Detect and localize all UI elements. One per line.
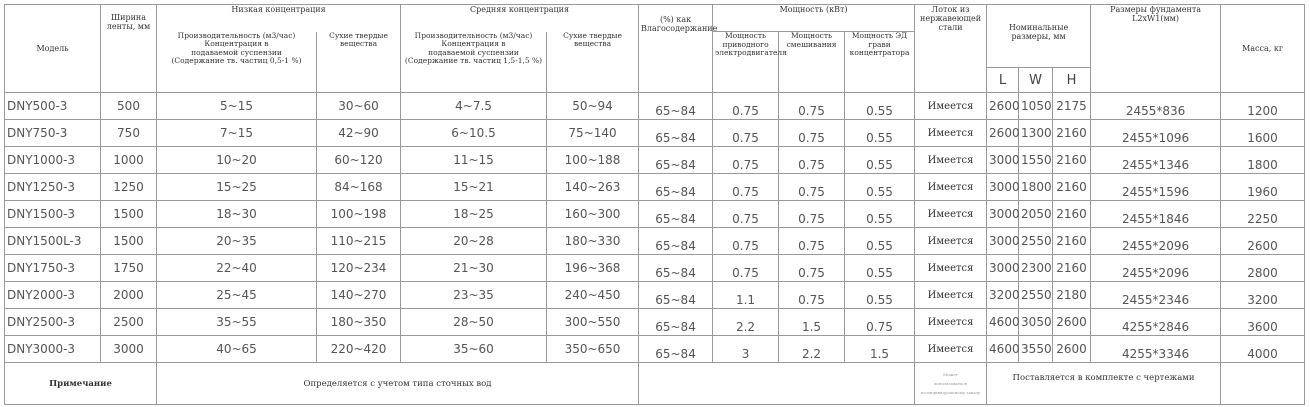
cell-power-drive: 0.75 [713,228,779,255]
header-steel-tray: Лоток из нержавеющей стали [915,5,987,93]
cell-h: 2175 [1053,93,1091,120]
cell-mid-dry: 160~300 [547,201,639,228]
cell-mid-dry: 300~550 [547,309,639,336]
cell-width: 1250 [101,174,157,201]
order-note-line-3: по индивидуальному заказу [920,390,981,395]
cell-mass: 2600 [1221,228,1305,255]
cell-foundation: 2455*1596 [1091,174,1221,201]
cell-mid-capacity: 28~50 [401,309,547,336]
table-row [5,309,1305,336]
cell-width: 3000 [101,336,157,363]
header-model: Модель [5,5,101,93]
cell-model: DNY3000-3 [5,336,101,363]
spec-table [4,4,1305,405]
cell-low-dry: 30~60 [317,93,401,120]
cell-power-thick: 0.55 [845,174,915,201]
cell-power-mix: 0.75 [779,147,845,174]
cell-w: 3050 [1019,309,1053,336]
cell-model: DNY750-3 [5,120,101,147]
cell-width: 1500 [101,228,157,255]
cell-power-drive: 0.75 [713,120,779,147]
cell-mass: 2250 [1221,201,1305,228]
cell-w: 2050 [1019,201,1053,228]
cell-low-dry: 84~168 [317,174,401,201]
cell-low-dry: 120~234 [317,255,401,282]
cell-mid-dry: 100~188 [547,147,639,174]
cell-tray: Имеется [915,282,987,309]
header-power-drive: Мощность приводного электродвигателя [713,32,779,93]
cell-h: 2160 [1053,228,1091,255]
cell-moisture: 65~84 [639,120,713,147]
cell-low-capacity: 18~30 [157,201,317,228]
footer-empty-cell [639,363,915,405]
cell-power-thick: 0.55 [845,228,915,255]
cell-mid-dry: 196~368 [547,255,639,282]
cell-power-drive: 0.75 [713,174,779,201]
cell-tray: Имеется [915,147,987,174]
cell-width: 750 [101,120,157,147]
cell-power-mix: 0.75 [779,228,845,255]
header-power-mixing: Мощность смешивания [779,32,845,93]
cell-w: 2550 [1019,228,1053,255]
table-row [5,120,1305,147]
cell-mid-dry: 180~330 [547,228,639,255]
header-mass: Масса, кг [1221,5,1305,93]
cell-low-dry: 100~198 [317,201,401,228]
cell-mid-capacity: 23~35 [401,282,547,309]
cell-tray: Имеется [915,174,987,201]
cell-tray: Имеется [915,120,987,147]
cell-low-dry: 140~270 [317,282,401,309]
cell-tray: Имеется [915,309,987,336]
cell-mass: 1800 [1221,147,1305,174]
cell-power-thick: 0.75 [845,309,915,336]
header-dimensions: Номинальные размеры, мм [987,5,1091,68]
header-power: Мощность (кВт) [713,5,915,32]
cell-foundation: 2455*2096 [1091,228,1221,255]
cell-mid-capacity: 15~21 [401,174,547,201]
cell-mid-dry: 75~140 [547,120,639,147]
cell-power-mix: 0.75 [779,201,845,228]
cell-w: 3550 [1019,336,1053,363]
cell-low-dry: 42~90 [317,120,401,147]
header-dim-h: H [1053,68,1091,93]
cell-h: 2160 [1053,174,1091,201]
cell-power-thick: 0.55 [845,120,915,147]
cell-mass: 1960 [1221,174,1305,201]
cell-power-thick: 0.55 [845,255,915,282]
cell-power-drive: 2.2 [713,309,779,336]
cell-power-drive: 0.75 [713,201,779,228]
footer-row [5,363,1305,405]
cell-mid-dry: 240~450 [547,282,639,309]
cell-moisture: 65~84 [639,309,713,336]
cell-mass: 2800 [1221,255,1305,282]
cell-power-drive: 3 [713,336,779,363]
supply-note: Поставляется в комплекте с чертежами [987,363,1221,405]
cell-l: 4600 [987,336,1019,363]
table-row [5,201,1305,228]
header-moisture: (%) как Влагосодержание [639,5,713,93]
cell-width: 1750 [101,255,157,282]
cell-model: DNY1500L-3 [5,228,101,255]
cell-mass: 4000 [1221,336,1305,363]
cell-moisture: 65~84 [639,255,713,282]
cell-mid-dry: 50~94 [547,93,639,120]
cell-foundation: 4255*2846 [1091,309,1221,336]
order-note-line-2: использоваться [934,381,968,386]
cell-w: 1050 [1019,93,1053,120]
header-mid-concentration: Средняя концентрация [401,5,639,32]
cell-mid-capacity: 20~28 [401,228,547,255]
order-note [915,363,987,405]
table-row [5,336,1305,363]
cell-power-thick: 0.55 [845,201,915,228]
cell-power-mix: 0.75 [779,282,845,309]
table-row [5,255,1305,282]
cell-h: 2160 [1053,255,1091,282]
cell-model: DNY2500-3 [5,309,101,336]
cell-power-drive: 1.1 [713,282,779,309]
cell-power-drive: 0.75 [713,255,779,282]
cell-low-capacity: 40~65 [157,336,317,363]
cell-mass: 1600 [1221,120,1305,147]
cell-power-mix: 0.75 [779,174,845,201]
cell-h: 2180 [1053,282,1091,309]
header-row-1 [5,5,1305,32]
cell-tray: Имеется [915,201,987,228]
cell-power-drive: 0.75 [713,93,779,120]
cell-low-dry: 60~120 [317,147,401,174]
cell-low-dry: 110~215 [317,228,401,255]
cell-width: 1000 [101,147,157,174]
cell-low-capacity: 10~20 [157,147,317,174]
header-mid-capacity: Производительность (м3/час) Концентрация в подаваемой суспензии (Содержание тв. частиц 1,5-1,5 %) [401,32,547,93]
header-belt-width: Ширина ленты, мм [101,5,157,93]
cell-model: DNY2000-3 [5,282,101,309]
cell-low-dry: 220~420 [317,336,401,363]
cell-mid-capacity: 35~60 [401,336,547,363]
cell-h: 2600 [1053,309,1091,336]
cell-w: 2550 [1019,282,1053,309]
cell-tray: Имеется [915,93,987,120]
cell-moisture: 65~84 [639,93,713,120]
cell-foundation: 2455*1096 [1091,120,1221,147]
header-low-capacity: Производительность (м3/час) Концентрация в подаваемой суспензии (Содержание тв. частиц 0,5-1 %) [157,32,317,93]
cell-l: 4600 [987,309,1019,336]
cell-model: DNY1500-3 [5,201,101,228]
cell-h: 2160 [1053,201,1091,228]
cell-low-capacity: 15~25 [157,174,317,201]
cell-l: 3000 [987,255,1019,282]
cell-mid-capacity: 18~25 [401,201,547,228]
table-row [5,174,1305,201]
cell-foundation: 2455*836 [1091,93,1221,120]
header-mid-dry-solids: Сухие твердые вещества [547,32,639,93]
cell-power-thick: 0.55 [845,282,915,309]
cell-width: 2000 [101,282,157,309]
note-text: Определяется с учетом типа сточных вод [157,363,639,405]
cell-low-capacity: 35~55 [157,309,317,336]
cell-tray: Имеется [915,255,987,282]
cell-model: DNY1250-3 [5,174,101,201]
table-row [5,282,1305,309]
cell-l: 3200 [987,282,1019,309]
cell-moisture: 65~84 [639,282,713,309]
cell-model: DNY1000-3 [5,147,101,174]
cell-l: 2600 [987,93,1019,120]
cell-moisture: 65~84 [639,201,713,228]
cell-power-thick: 1.5 [845,336,915,363]
header-power-thickener: Мощность ЭД грави концентратора [845,32,915,93]
cell-model: DNY500-3 [5,93,101,120]
cell-power-thick: 0.55 [845,147,915,174]
cell-w: 1800 [1019,174,1053,201]
cell-mid-capacity: 4~7.5 [401,93,547,120]
cell-low-capacity: 25~45 [157,282,317,309]
cell-mid-dry: 350~650 [547,336,639,363]
cell-power-thick: 0.55 [845,93,915,120]
header-low-dry-solids: Сухие твердые вещества [317,32,401,93]
header-foundation: Размеры фундамента L2xW1(мм) [1091,5,1221,93]
table-row [5,147,1305,174]
cell-low-dry: 180~350 [317,309,401,336]
cell-foundation: 2455*1346 [1091,147,1221,174]
cell-w: 2300 [1019,255,1053,282]
cell-l: 3000 [987,174,1019,201]
cell-mid-capacity: 11~15 [401,147,547,174]
cell-power-mix: 0.75 [779,120,845,147]
cell-low-capacity: 22~40 [157,255,317,282]
header-low-concentration: Низкая концентрация [157,5,401,32]
cell-moisture: 65~84 [639,147,713,174]
cell-power-mix: 2.2 [779,336,845,363]
cell-l: 3000 [987,147,1019,174]
cell-width: 500 [101,93,157,120]
cell-foundation: 4255*3346 [1091,336,1221,363]
header-dim-w: W [1019,68,1053,93]
cell-h: 2160 [1053,120,1091,147]
cell-w: 1550 [1019,147,1053,174]
cell-w: 1300 [1019,120,1053,147]
cell-width: 1500 [101,201,157,228]
cell-foundation: 2455*2096 [1091,255,1221,282]
cell-l: 2600 [987,120,1019,147]
cell-power-mix: 0.75 [779,93,845,120]
cell-mid-capacity: 6~10.5 [401,120,547,147]
cell-moisture: 65~84 [639,336,713,363]
cell-foundation: 2455*2346 [1091,282,1221,309]
order-note-line-1: Может [943,372,958,377]
table-row [5,228,1305,255]
footer-mass-cell [1221,363,1305,405]
cell-mass: 3200 [1221,282,1305,309]
cell-h: 2600 [1053,336,1091,363]
cell-h: 2160 [1053,147,1091,174]
note-label: Примечание [5,363,157,405]
header-dim-l: L [987,68,1019,93]
cell-width: 2500 [101,309,157,336]
cell-low-capacity: 20~35 [157,228,317,255]
cell-mid-capacity: 21~30 [401,255,547,282]
cell-power-mix: 1.5 [779,309,845,336]
cell-low-capacity: 5~15 [157,93,317,120]
cell-tray: Имеется [915,336,987,363]
cell-moisture: 65~84 [639,228,713,255]
cell-low-capacity: 7~15 [157,120,317,147]
table-row [5,93,1305,120]
cell-power-drive: 0.75 [713,147,779,174]
cell-l: 3000 [987,228,1019,255]
cell-mid-dry: 140~263 [547,174,639,201]
cell-foundation: 2455*1846 [1091,201,1221,228]
cell-l: 3000 [987,201,1019,228]
cell-power-mix: 0.75 [779,255,845,282]
cell-moisture: 65~84 [639,174,713,201]
cell-model: DNY1750-3 [5,255,101,282]
cell-tray: Имеется [915,228,987,255]
cell-mass: 1200 [1221,93,1305,120]
cell-mass: 3600 [1221,309,1305,336]
